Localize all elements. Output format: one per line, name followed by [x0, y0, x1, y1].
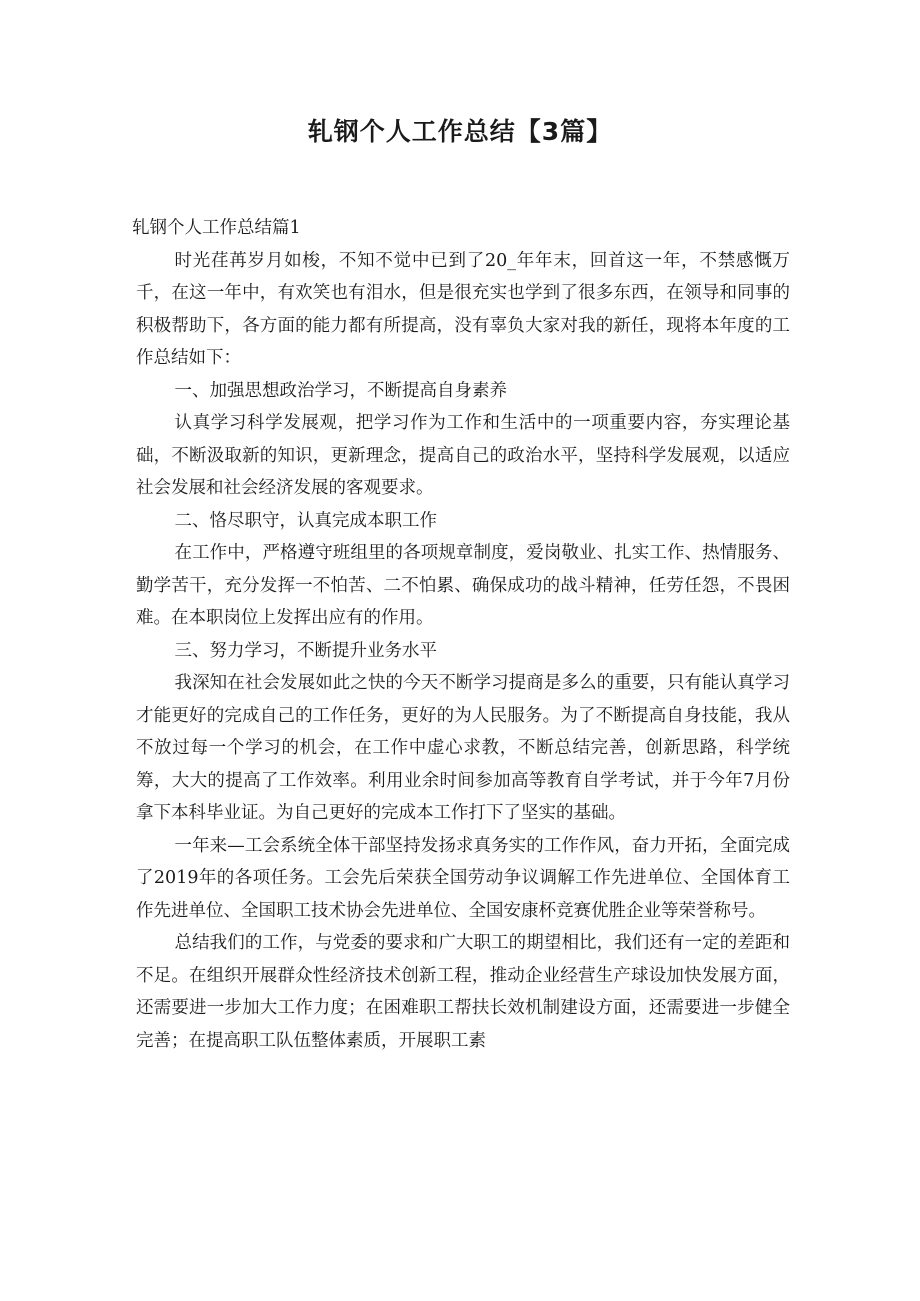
document-title: 轧钢个人工作总结【3篇】: [307, 117, 613, 146]
paragraph-1: 认真学习科学发展观，把学习作为工作和生活中的一项重要内容，夯实理论基础，不断汲取新的知识，更新理念，提高自己的政治水平，坚持科学发展观，以适应社会发展和社会经济发展的客观要求。: [136, 413, 790, 498]
heading-1: 一、加强思想政治学习，不断提高自身素养: [174, 380, 507, 401]
paragraph-intro: 时光荏苒岁月如梭，不知不觉中已到了20_年年末，回首这一年，不禁感慨万千，在这一年中，有欢笑也有泪水，但是很充实也学到了很多东西，在领导和同事的积极帮助下，各方面的能力都有所提高，没有辜负大家对我的新任，现将本年度的工作总结如下：: [136, 250, 790, 368]
heading-3: 三、努力学习，不断提升业务水平: [174, 640, 437, 661]
paragraph-4: 一年来—工会系统全体干部坚持发扬求真务实的工作作风，奋力开拓，全面完成了2019年的各项任务。工会先后荣获全国劳动争议调解工作先进单位、全国体育工作先进单位、全国职工技术协会先进单位、全国安康杯竞赛优胜企业等荣誉称号。: [136, 835, 790, 921]
paragraph-3: 我深知在社会发展如此之快的今天不断学习提商是多么的重要，只有能认真学习才能更好的完成自己的工作任务，更好的为人民服务。为了不断提高自身技能，我从不放过每一个学习的机会，在工作中虚心求教，不断总结完善，创新思路，科学统筹，大大的提高了工作效率。利用业余时间参加高等教育自学考试，并于今年7月份拿下本科毕业证。为自己更好的完成本工作打下了坚实的基础。: [136, 673, 790, 823]
paragraph-2: 在工作中，严格遵守班组里的各项规章制度，爱岗敬业、扎实工作、热情服务、勤学苦干，充分发挥一不怕苦、二不怕累、确保成功的战斗精神，任劳任怨，不畏困难。在本职岗位上发挥出应有的作用。: [136, 543, 790, 628]
document-body: [132, 212, 790, 1057]
heading-2: 二、恪尽职守，认真完成本职工作: [174, 510, 437, 531]
section-title: 轧钢个人工作总结篇1: [132, 218, 301, 238]
paragraph-5: 总结我们的工作，与党委的要求和广大职工的期望相比，我们还有一定的差距和不足。在组织开展群众性经济技术创新工程，推动企业经营生产球设加快发展方面，还需要进一步加大工作力度；在困难职工帮扶长效机制建设方面，还需要进一步健全完善；在提高职工队伍整体素质，开展职工素: [136, 933, 790, 1051]
